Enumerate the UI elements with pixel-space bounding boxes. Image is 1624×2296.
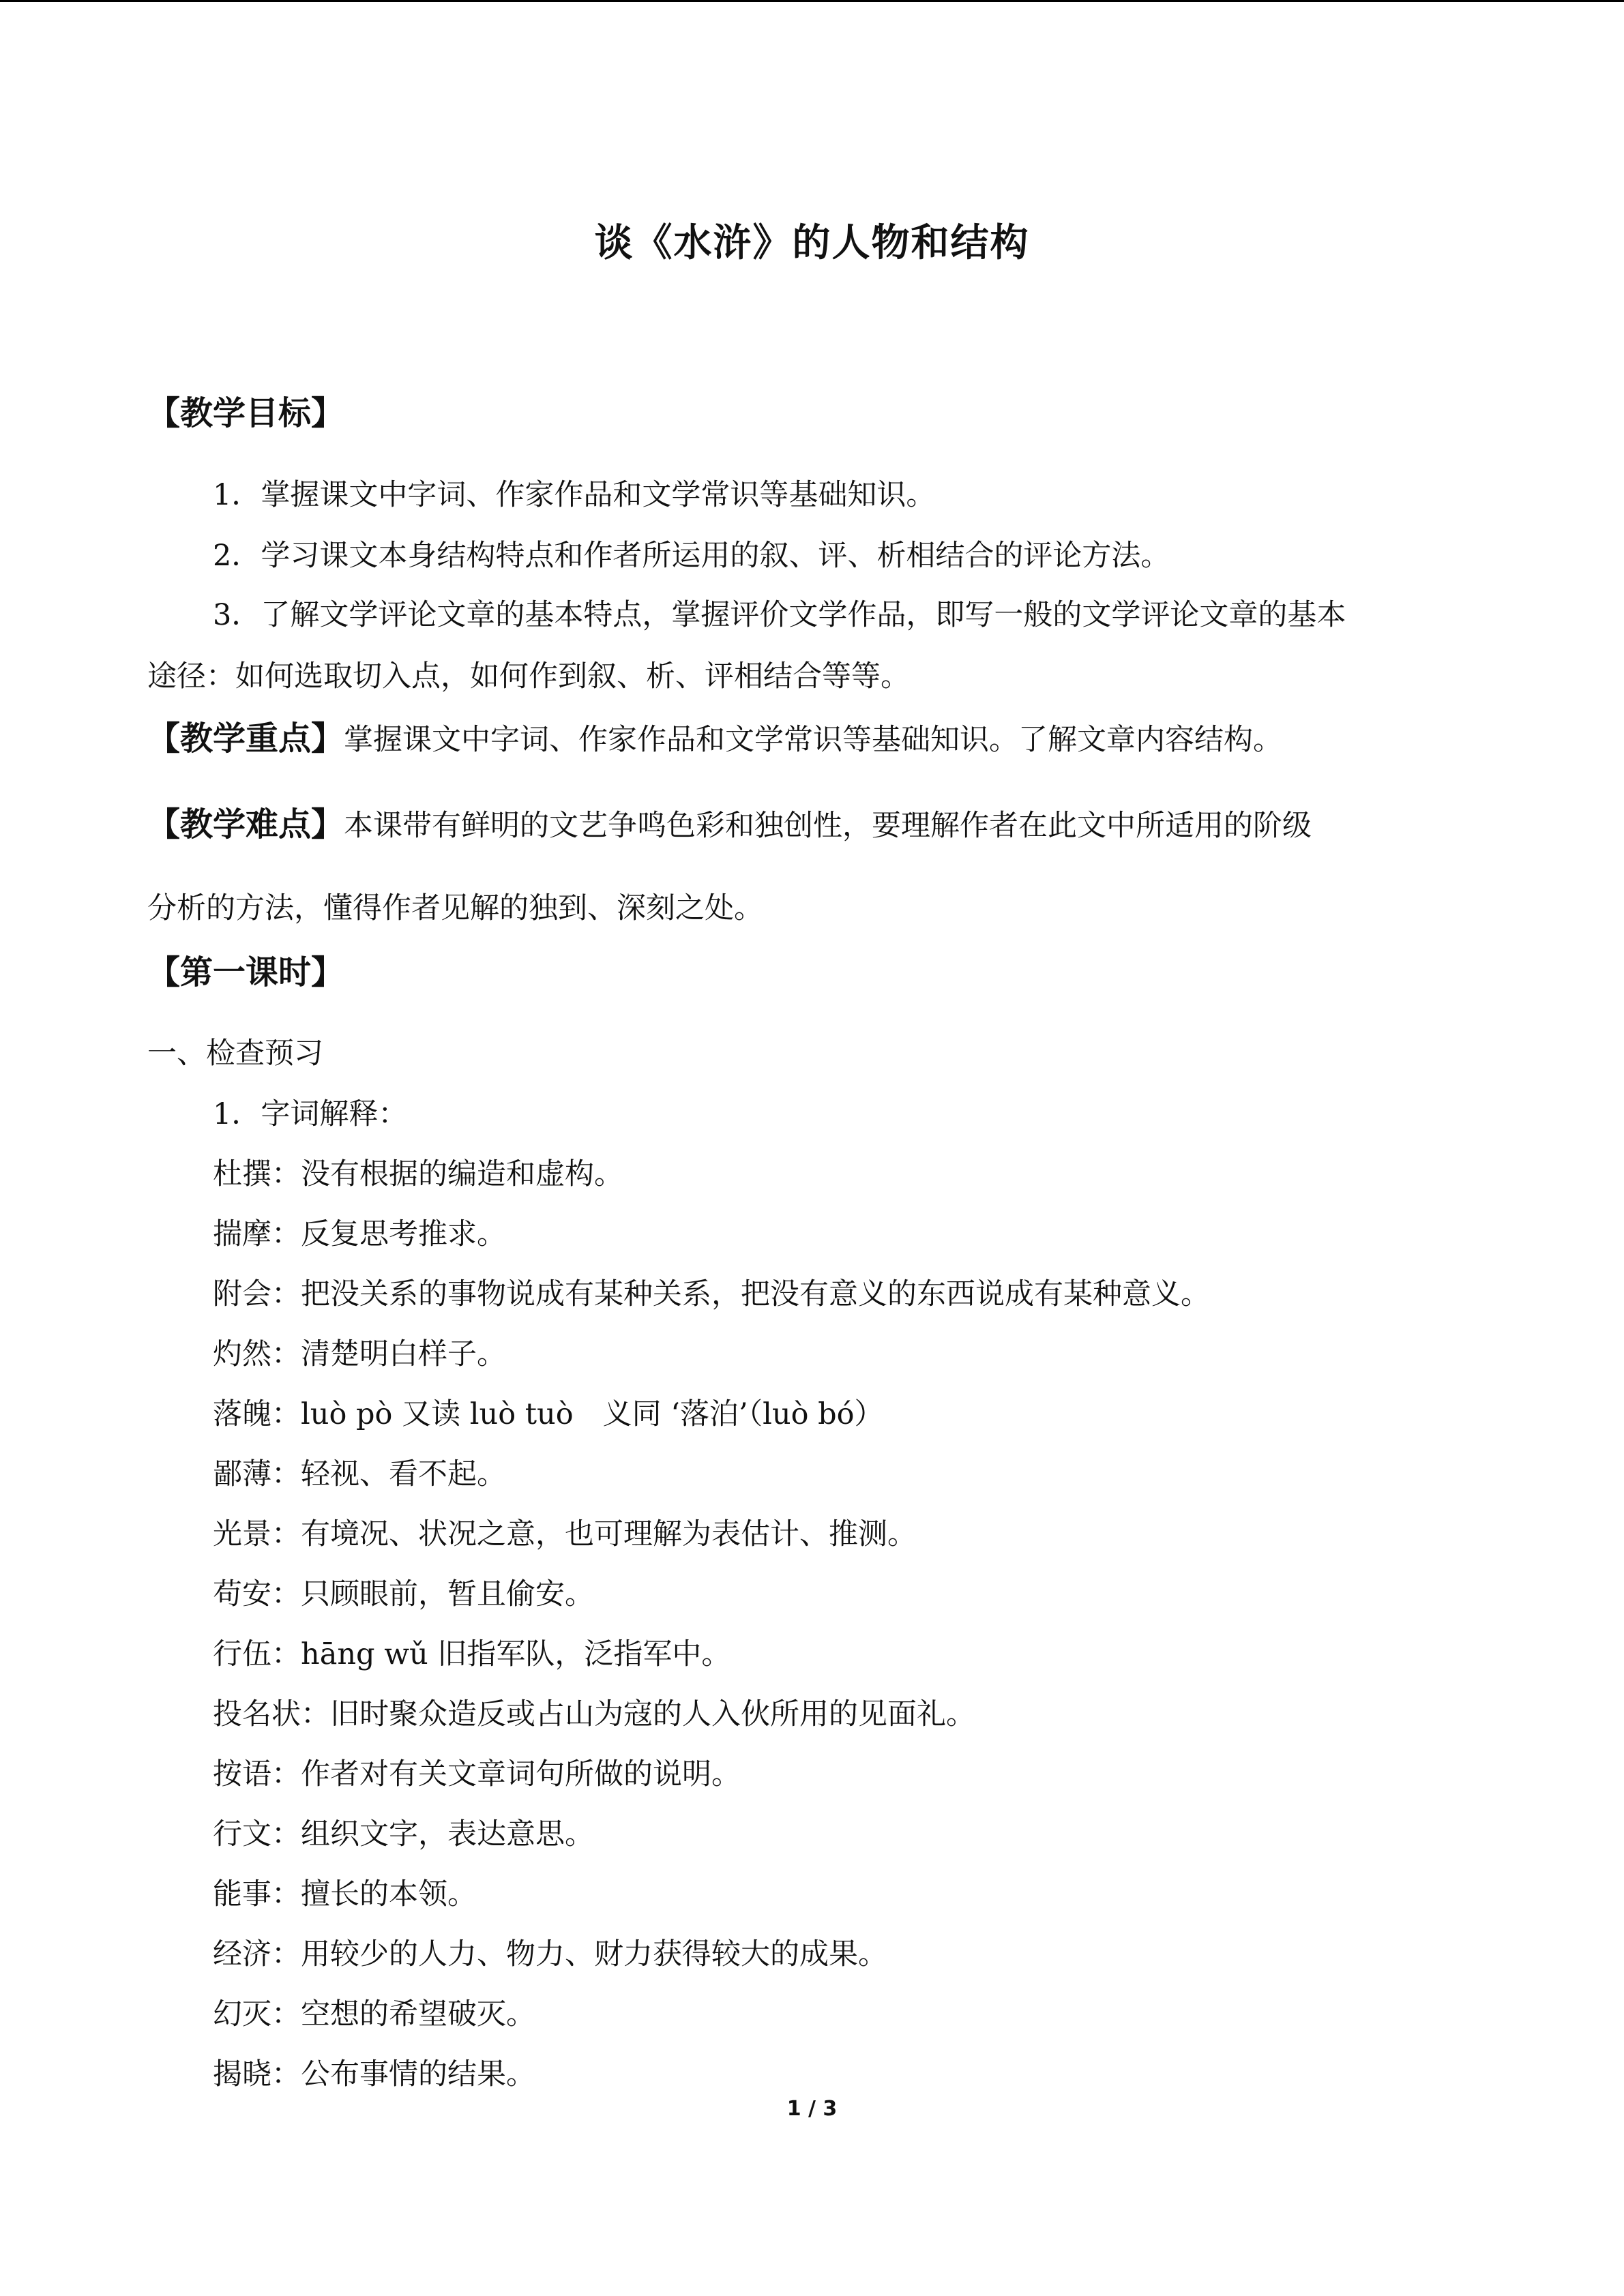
glossary-entry: 经济：用较少的人力、物力、财力获得较大的成果。 xyxy=(213,1937,887,1971)
glossary-entry: 杜撰：没有根据的编造和虚构。 xyxy=(213,1157,623,1191)
glossary-entry: 鄙薄：轻视、看不起。 xyxy=(213,1457,506,1491)
glossary-entry: 幻灭：空想的希望破灭。 xyxy=(213,1997,535,2031)
glossary-entry: 灼然：清楚明白样子。 xyxy=(213,1337,506,1371)
glossary-entry: 投名状：旧时聚众造反或占山为寇的人入伙所用的见面礼。 xyxy=(213,1697,975,1731)
difficulties-continuation: 分析的方法，懂得作者见解的独到、深刻之处。 xyxy=(147,891,763,925)
section-title-preview-check: 一、检查预习 xyxy=(147,1037,323,1071)
objective-item-1: 1．掌握课文中字词、作家作品和文学常识等基础知识。 xyxy=(213,478,936,512)
subsection-title-word-explanation: 1．字词解释： xyxy=(213,1097,408,1131)
objective-item-3: 3．了解文学评论文章的基本特点，掌握评价文学作品，即写一般的文学评论文章的基本 xyxy=(213,598,1346,632)
glossary-entry: 附会：把没关系的事物说成有某种关系，把没有意义的东西说成有某种意义。 xyxy=(213,1277,1210,1311)
difficulties-text: 本课带有鲜明的文艺争鸣色彩和独创性，要理解作者在此文中所适用的阶级 xyxy=(344,809,1312,843)
glossary-entry: 行伍：hāng wǔ 旧指军队，泛指军中。 xyxy=(213,1637,731,1671)
objective-item-2: 2．学习课文本身结构特点和作者所运用的叙、评、析相结合的评论方法。 xyxy=(213,539,1170,573)
objective-item-3-continuation: 途径：如何选取切入点，如何作到叙、析、评相结合等等。 xyxy=(147,659,910,694)
page-number: 1 / 3 xyxy=(786,2097,838,2121)
key-points-paragraph xyxy=(147,719,1282,760)
difficulties-label: 【教学难点】 xyxy=(147,805,344,844)
key-points-label: 【教学重点】 xyxy=(147,719,344,758)
glossary-entry: 落魄：luò pò 又读 luò tuò 义同 ‘落泊’（luò bó） xyxy=(213,1397,884,1431)
first-lesson-heading: 【第一课时】 xyxy=(147,953,344,992)
glossary-entry: 揭晓：公布事情的结果。 xyxy=(213,2057,535,2091)
difficulties-paragraph xyxy=(147,805,1312,846)
glossary-entry: 光景：有境况、状况之意，也可理解为表估计、推测。 xyxy=(213,1517,917,1551)
glossary-entry: 按语：作者对有关文章词句所做的说明。 xyxy=(213,1757,741,1791)
objectives-heading: 【教学目标】 xyxy=(147,394,344,432)
glossary-entry: 揣摩：反复思考推求。 xyxy=(213,1217,506,1251)
document-title: 谈《水浒》的人物和结构 xyxy=(594,220,1030,265)
glossary-entry: 行文：组织文字，表达意思。 xyxy=(213,1817,594,1851)
glossary-entry: 能事：擅长的本领。 xyxy=(213,1877,477,1911)
key-points-text: 掌握课文中字词、作家作品和文学常识等基础知识。了解文章内容结构。 xyxy=(344,723,1283,757)
glossary-entry: 苟安：只顾眼前，暂且偷安。 xyxy=(213,1577,594,1611)
